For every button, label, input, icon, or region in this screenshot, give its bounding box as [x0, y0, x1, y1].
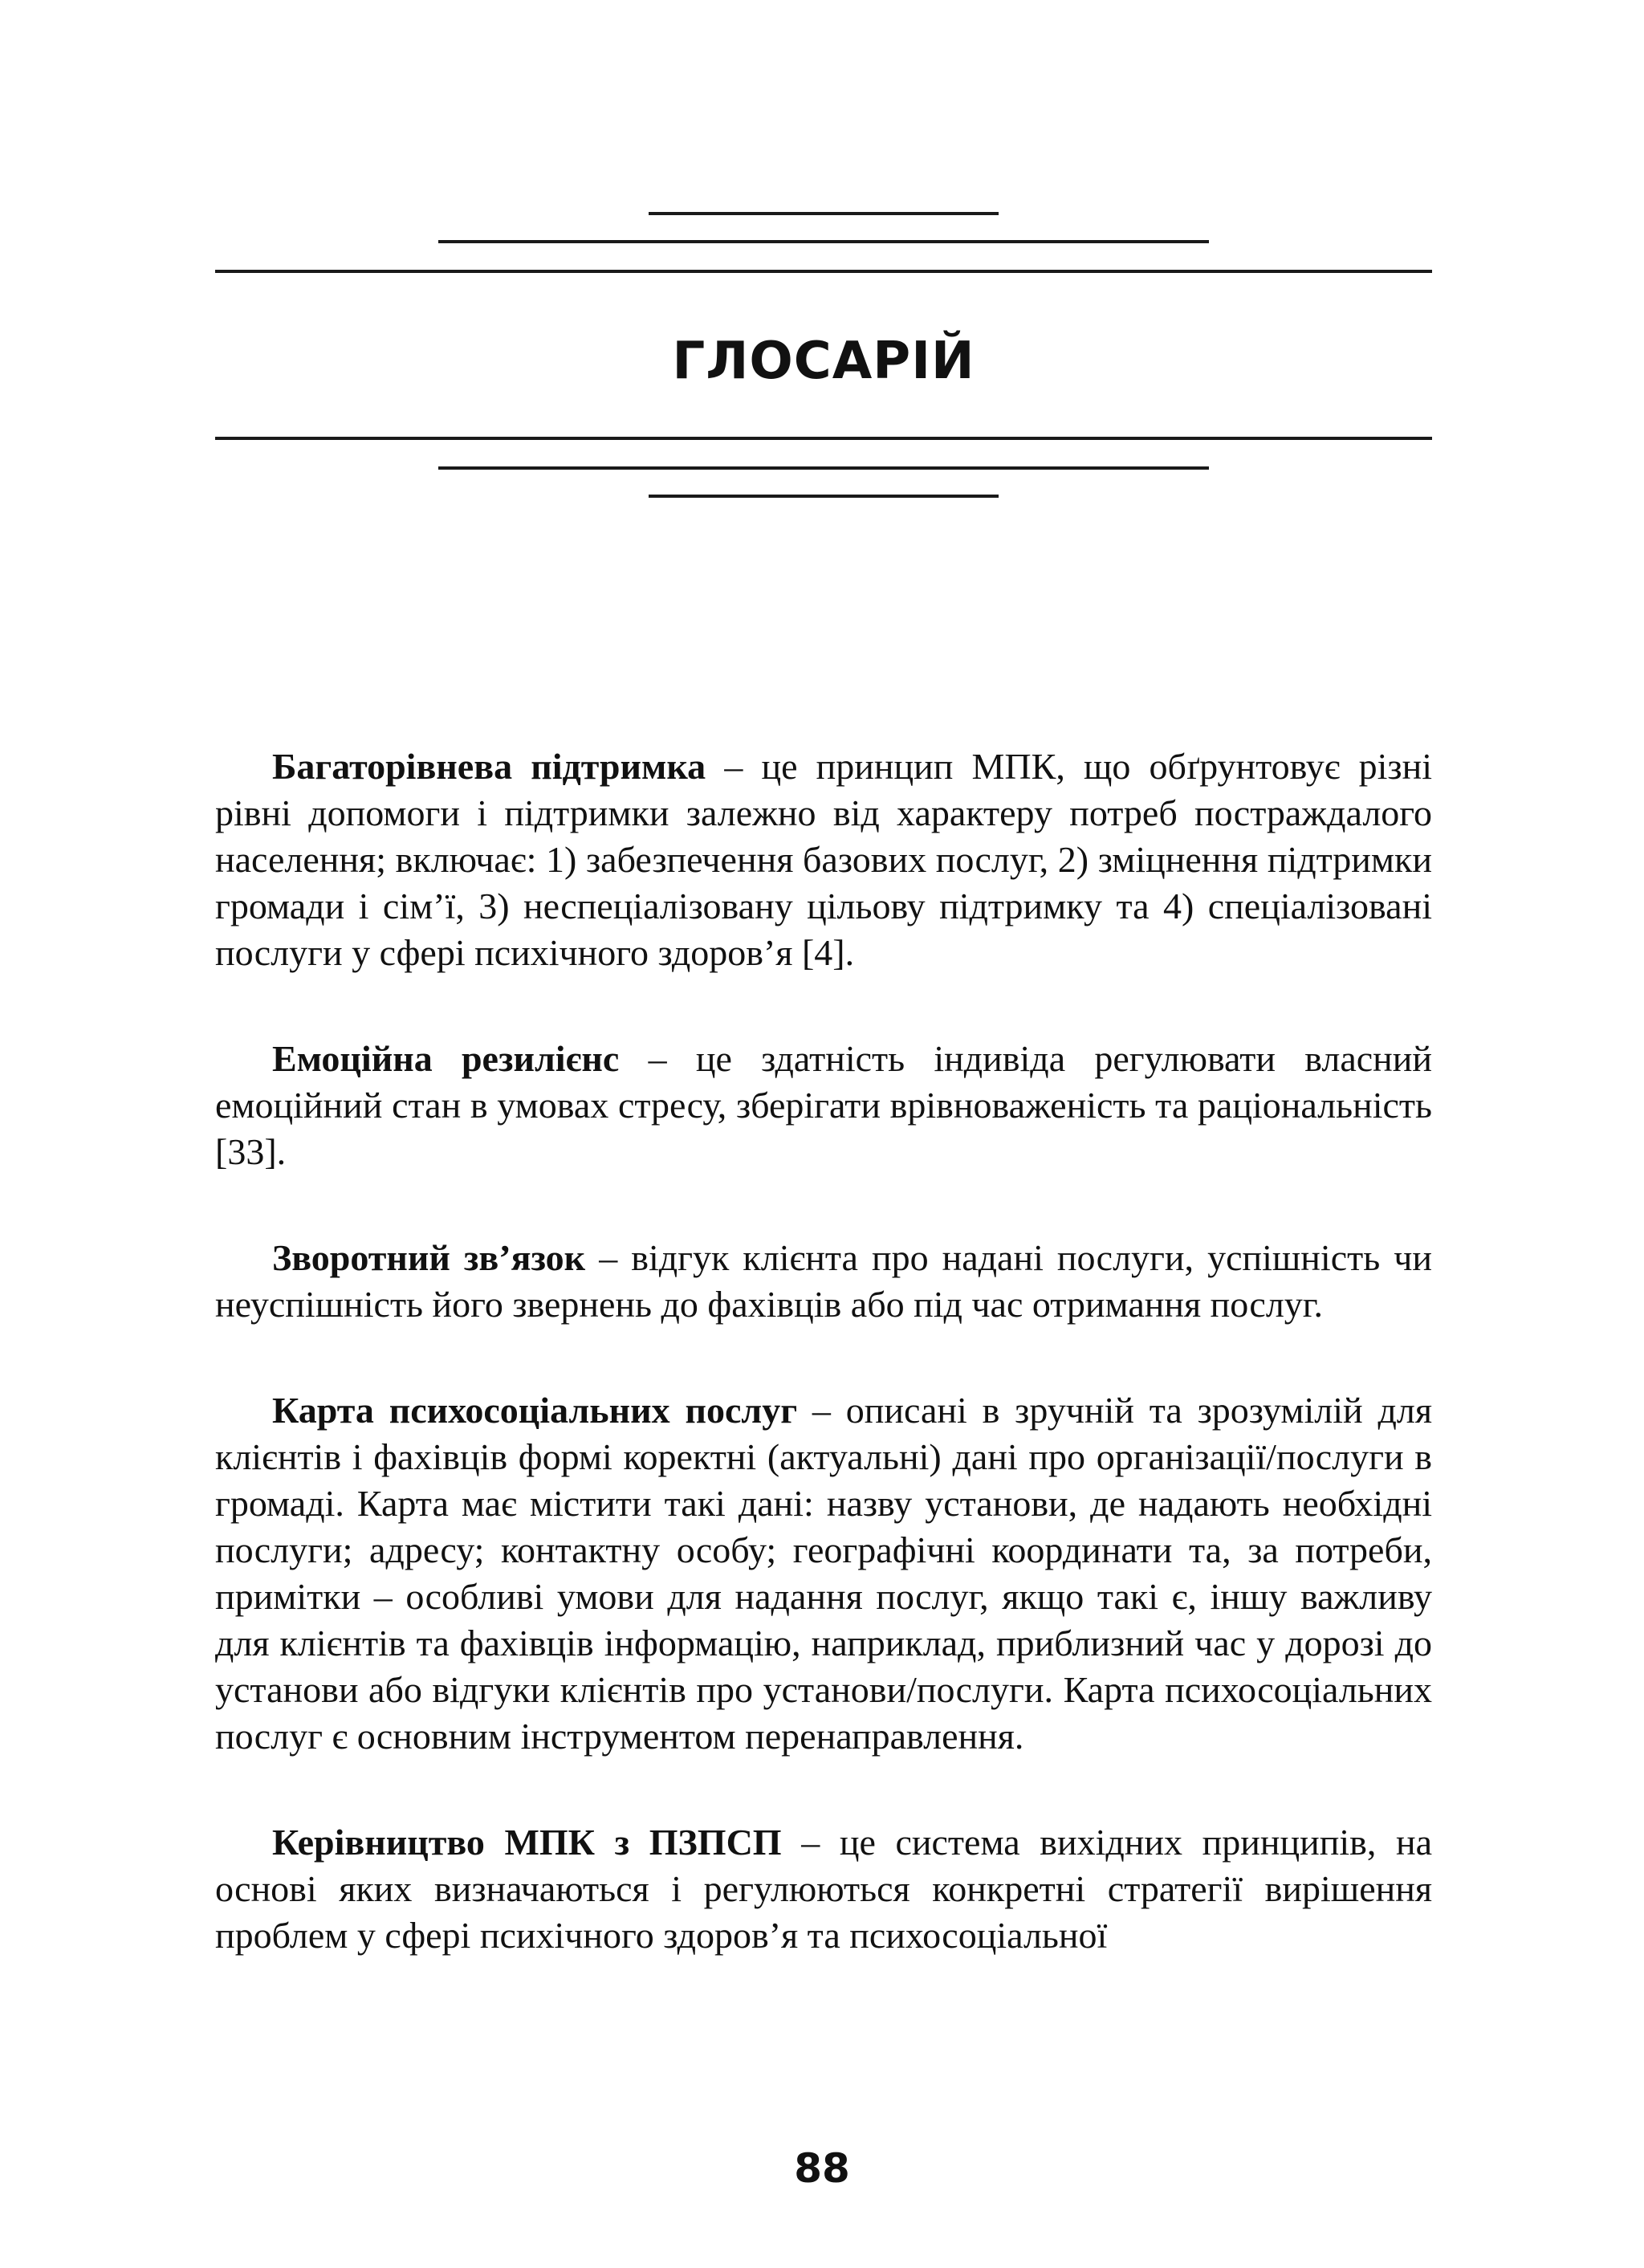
bottom-ornament-rule-long [215, 437, 1432, 440]
glossary-entry [215, 1819, 1432, 1959]
bottom-ornament-rule-medium [438, 466, 1209, 470]
glossary-term: Зворотний зв’язок [272, 1237, 586, 1278]
bottom-ornament-rule-short [649, 495, 999, 498]
glossary-entry [215, 743, 1432, 976]
page-title: ГЛОСАРІЙ [672, 332, 975, 391]
top-ornament-rule-long [215, 270, 1432, 273]
glossary-term: Керівництво МПК з ПЗПСП [272, 1822, 782, 1863]
glossary-definition: – це здатність індивіда регулювати власний емоційний стан в умовах стресу, зберігати врівноваженість та раціональність [33]. [215, 1038, 1433, 1172]
glossary-term: Карта психосоціальних послуг [272, 1390, 798, 1431]
top-ornament-rule-medium [438, 240, 1209, 243]
top-ornament-rule-short [649, 212, 999, 215]
glossary-entry [215, 1235, 1432, 1328]
glossary-definition: – це принцип МПК, що обґрунтовує різні рівні допомоги і підтримки залежно від характеру потреб постраждалого населення; включає: 1) забезпечення базових послуг, 2) зміцнення підтримки громади і сім’ї, 3) неспеціалізовану цільову підтримку та 4) спеціалізовані послуги у сфері психічного здоров’я [4]. [215, 746, 1432, 973]
glossary-term: Емоційна резилієнс [272, 1038, 620, 1079]
page-number: 88 [794, 2145, 850, 2192]
glossary-entry [215, 1387, 1432, 1760]
glossary-term: Багаторівнева підтримка [272, 746, 706, 787]
glossary-entry [215, 1036, 1432, 1175]
glossary-list [215, 743, 1432, 2018]
glossary-definition: – це система вихідних принципів, на основі яких визначаються і регулюються конкретні стратегії вирішення проблем у сфері психічного здоров’я та психосоціальної [215, 1822, 1432, 1956]
glossary-definition: – описані в зручній та зрозумілій для клієнтів і фахівців формі коректні (актуальні) дані про організації/послуги в громаді. Карта має містити такі дані: назву установи, де надають необхідні послуги; адресу; контактну особу; географічні координати та, за потреби, примітки – особливі умови для надання послуг, якщо такі є, іншу важливу для клієнтів та фахівців інформацію, наприклад, приблизний час у дорозі до установи або відгуки клієнтів про установи/послуги. Карта психосоціальних послуг є основним інструментом перенаправлення. [215, 1390, 1432, 1757]
glossary-definition: – відгук клієнта про надані послуги, успішність чи неуспішність його звернень до фахівців або під час отримання послуг. [215, 1237, 1432, 1325]
